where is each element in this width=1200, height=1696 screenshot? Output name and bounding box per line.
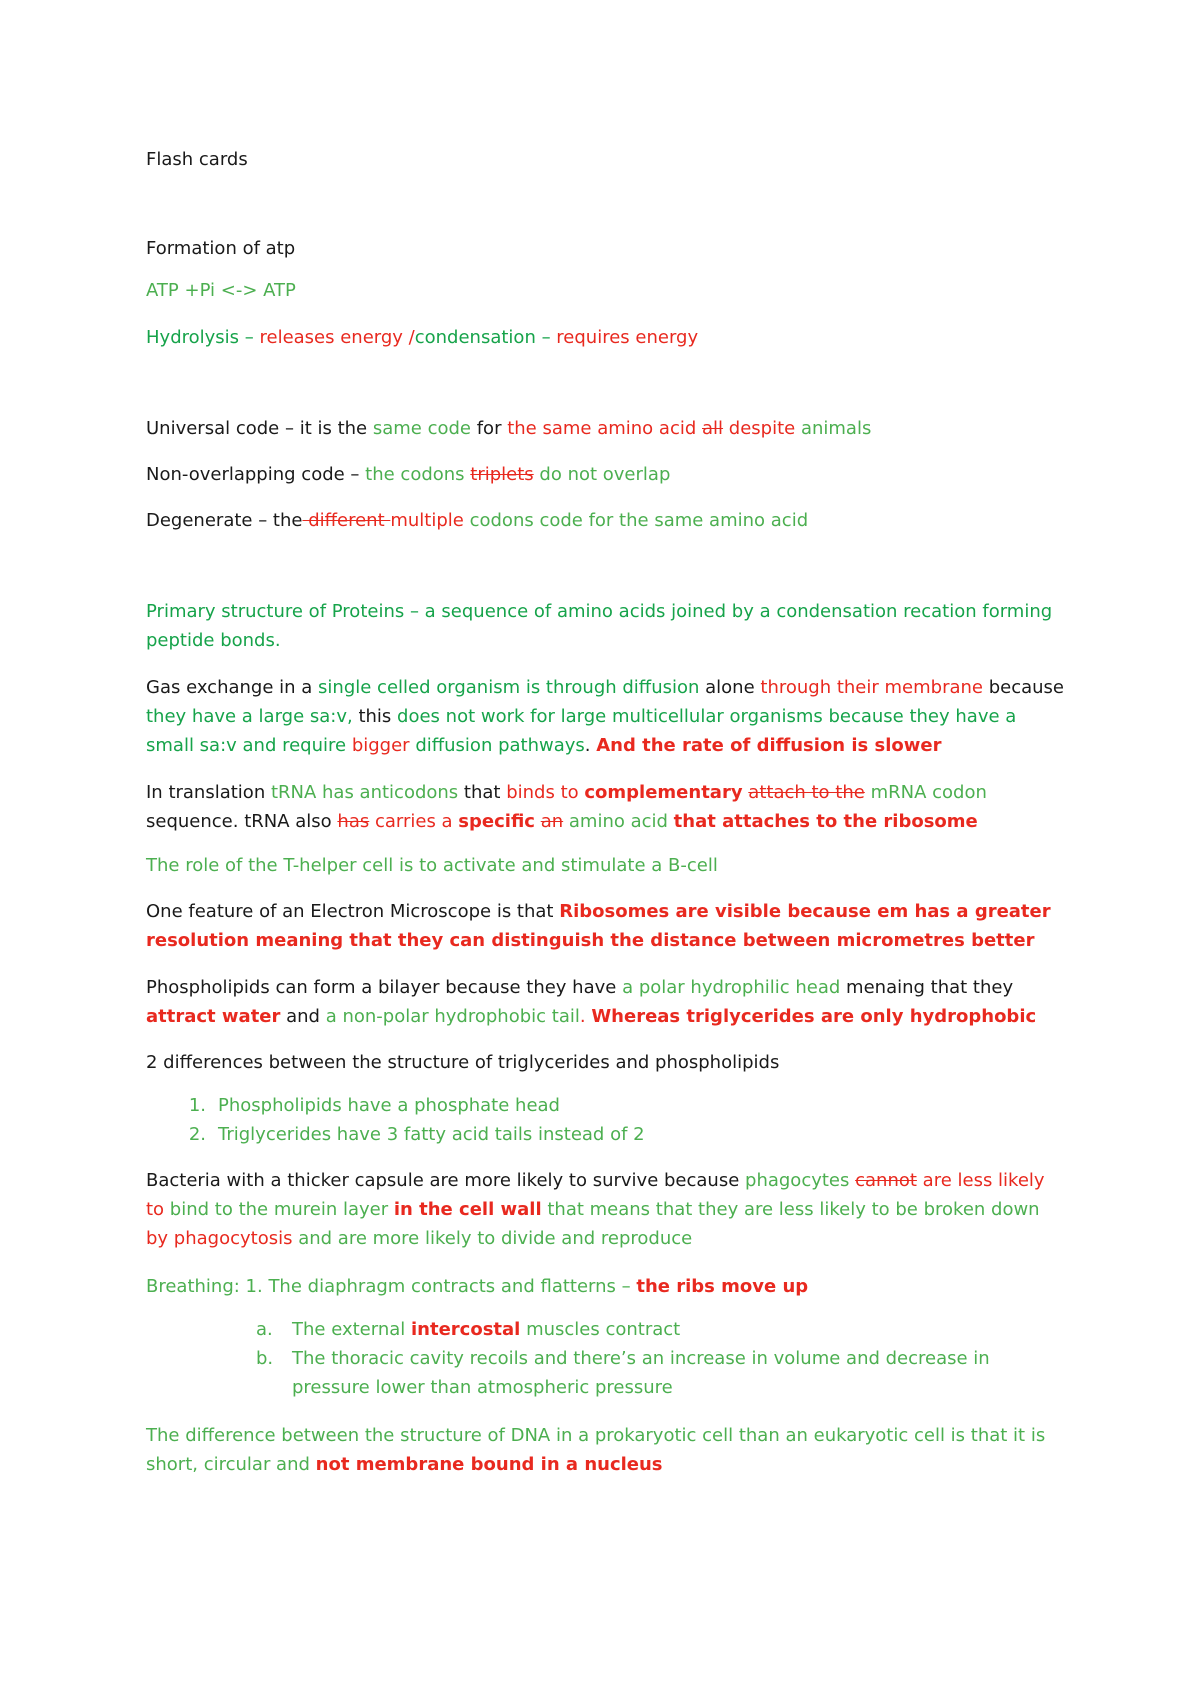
em-a: One feature of an Electron Microscope is that <box>146 901 560 922</box>
phospholipid-para <box>146 973 1066 1031</box>
u5: all <box>702 418 724 439</box>
gas-l: And the rate of diffusion is slower <box>596 735 942 756</box>
breath-a: Breathing: 1. The diaphragm contracts and flatterns – <box>146 1276 637 1297</box>
gas-a: Gas exchange in a <box>146 677 319 698</box>
phos-c: menaing that they <box>846 977 1014 998</box>
trans-a: In translation <box>146 782 271 803</box>
gas-exchange-para <box>146 673 1066 760</box>
differences-heading: 2 differences between the structure of triglycerides and phospholipids <box>146 1052 780 1073</box>
phos-a: Phospholipids can form a bilayer because they have <box>146 977 623 998</box>
atp-heading: Formation of atp <box>146 238 296 259</box>
gas-b: single celled organism is through diffusion <box>318 677 706 698</box>
gas-j: diffusion pathways <box>415 735 585 756</box>
gas-h: does not work for large multicellular organisms because they have a small sa:v and require <box>146 706 1017 756</box>
list-text: Triglycerides have 3 fatty acid tails instead of 2 <box>218 1124 645 1145</box>
dna-b: not membrane bound in a nucleus <box>315 1454 663 1475</box>
phos-f: a non-polar hydrophobic tail <box>325 1006 580 1027</box>
bacteria-para <box>146 1166 1066 1253</box>
trans-j: tRNA also <box>244 811 338 832</box>
gas-f: they have a large sa:v, <box>146 706 359 727</box>
n2: the codons <box>365 464 471 485</box>
d1: Degenerate – the <box>146 510 303 531</box>
gas-i: bigger <box>351 735 416 756</box>
trans-h: mRNA codon <box>864 782 987 803</box>
breathing-line <box>146 1272 808 1301</box>
u7: animals <box>800 418 872 439</box>
bact-e: to <box>146 1199 170 1220</box>
em-para <box>146 897 1066 955</box>
list-item <box>188 1091 645 1120</box>
bact-c: cannot <box>855 1170 917 1191</box>
list-item <box>188 1120 645 1149</box>
breath-item-a1: The external <box>292 1319 411 1340</box>
bact-d: are less likely <box>916 1170 1045 1191</box>
hydro-d: requires energy <box>556 327 699 348</box>
gas-c: alone <box>705 677 761 698</box>
translation-para <box>146 778 1066 836</box>
list-num: 2. <box>188 1124 206 1145</box>
dna-a: The difference between the structure of DNA in a prokaryotic cell than an eukaryotic cell is that it is short, circular and <box>146 1425 1046 1475</box>
bact-f: bind to the murein layer <box>169 1199 394 1220</box>
doc-title: Flash cards <box>146 149 248 170</box>
trans-i: sequence. <box>146 811 245 832</box>
hydro-a: Hydrolysis – <box>146 327 260 348</box>
bact-a: Bacteria with a thicker capsule are more likely to survive because <box>146 1170 746 1191</box>
hydro-c: condensation – <box>414 327 557 348</box>
breath-b: the ribs move up <box>636 1276 809 1297</box>
list-num: 1. <box>188 1095 206 1116</box>
list-letter: b. <box>256 1348 274 1369</box>
breath-item-a2: intercostal <box>411 1319 521 1340</box>
dna-para <box>146 1421 1066 1479</box>
gas-g: this <box>358 706 398 727</box>
trans-c: that <box>463 782 507 803</box>
phos-b: a polar hydrophilic head <box>622 977 847 998</box>
u1: Universal code – it is the <box>146 418 373 439</box>
trans-p: amino acid <box>563 811 674 832</box>
em-b: Ribosomes are visible because em has a greater resolution meaning that they can distinguish the distance between micrometres better <box>146 901 1051 951</box>
d4: codons code for the same amino acid <box>463 510 809 531</box>
trans-b: tRNA has anticodons <box>270 782 464 803</box>
trans-d: binds to <box>506 782 585 803</box>
t-helper: The role of the T-helper cell is to activate and stimulate a B-cell <box>146 855 718 876</box>
hydrolysis-line <box>146 323 698 352</box>
phos-e: and <box>280 1006 326 1027</box>
degenerate-line <box>146 506 808 535</box>
gas-d: through their membrane <box>760 677 989 698</box>
bact-h: that means that they are less likely to be broken down <box>541 1199 1040 1220</box>
u3: for <box>476 418 508 439</box>
trans-m: specific <box>458 811 535 832</box>
trans-g: attach to the <box>748 782 865 803</box>
u4: the same amino acid <box>507 418 702 439</box>
phos-g: . <box>579 1006 592 1027</box>
primary-structure: Primary structure of Proteins – a sequence of amino acids joined by a condensation recation forming peptide bonds. <box>146 601 1053 651</box>
non-overlapping-line <box>146 460 670 489</box>
trans-l: carries a <box>369 811 459 832</box>
breath-item-a3: muscles contract <box>520 1319 681 1340</box>
trans-q: that attaches to the ribosome <box>673 811 978 832</box>
u6: despite <box>723 418 801 439</box>
atp-equation: ATP +Pi <-> ATP <box>146 280 296 301</box>
differences-list <box>188 1091 645 1149</box>
list-letter: a. <box>256 1319 273 1340</box>
trans-e: complementary <box>584 782 743 803</box>
gas-k: . <box>584 735 597 756</box>
phos-h: Whereas triglycerides are only hydrophobic <box>591 1006 1037 1027</box>
d2: different <box>302 510 391 531</box>
n3: triplets <box>470 464 534 485</box>
bact-g: in the cell wall <box>393 1199 542 1220</box>
bact-j: and are more likely to divide and reproduce <box>292 1228 693 1249</box>
list-item <box>256 1315 1012 1344</box>
trans-o: an <box>540 811 564 832</box>
gas-e: because <box>988 677 1065 698</box>
u2: same code <box>372 418 477 439</box>
breath-item-b: The thoracic cavity recoils and there’s an increase in volume and decrease in pressure lower than atmospheric pressure <box>292 1348 990 1398</box>
phos-d: attract water <box>146 1006 281 1027</box>
list-item <box>256 1344 1012 1402</box>
hydro-b: releases energy / <box>259 327 415 348</box>
list-text: Phospholipids have a phosphate head <box>218 1095 560 1116</box>
bact-i: by phagocytosis <box>146 1228 293 1249</box>
n4: do not overlap <box>533 464 671 485</box>
trans-k: has <box>337 811 370 832</box>
d3: multiple <box>390 510 464 531</box>
breathing-list <box>256 1315 1012 1402</box>
universal-code-line <box>146 414 871 443</box>
bact-b: phagocytes <box>745 1170 856 1191</box>
n1: Non-overlapping code – <box>146 464 366 485</box>
